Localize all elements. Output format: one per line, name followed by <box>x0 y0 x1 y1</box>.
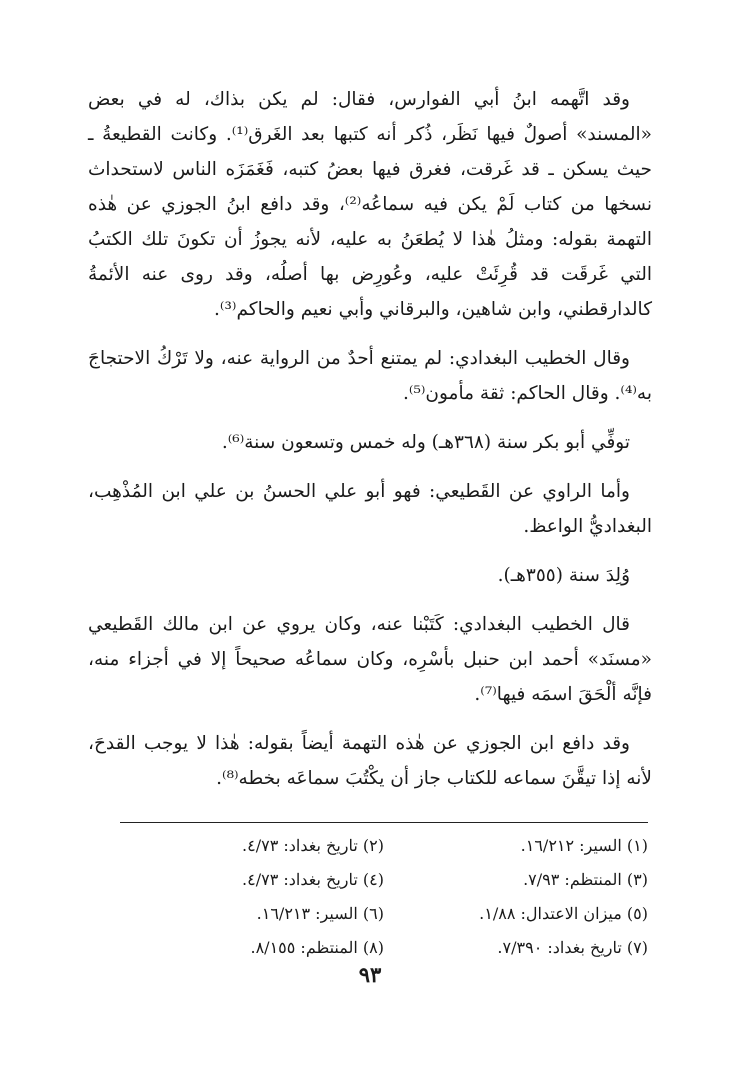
footnote-4: (٤) تاريخ بغداد: ٤/٧٣. <box>242 870 384 889</box>
footnote-3: (٣) المنتظم: ٧/٩٣. <box>523 870 648 889</box>
paragraph-6: قال الخطيب البغدادي: كَتَبْنا عنه، وكان يروي عن ابن مالك القَطيعي «مسنَد» أحمد ابن حنبل بأسْرِه، وكان سماعُه صحيحاً إلا في أجزاء منه، فإنَّه ألْحَقَ اسمَه فيها⁽⁷⁾. <box>88 614 652 705</box>
footnote-row <box>120 897 648 931</box>
footnote-5: (٥) ميزان الاعتدال: ١/٨٨. <box>479 904 648 923</box>
paragraph-4: وأما الراوي عن القَطيعي: فهو أبو علي الحسنُ بن علي ابن المُذْهِب، البغداديُّ الواعظ. <box>88 481 652 537</box>
footnote-1: (١) السير: ١٦/٢١٢. <box>520 836 648 855</box>
paragraph-7: وقد دافع ابن الجوزي عن هٰذه التهمة أيضاً بقوله: هٰذا لا يوجب القدحَ، لأنه إذا تيقَّنَ سماعه للكتاب جاز أن يكْتُبَ سماعَه بخطه⁽⁸⁾. <box>88 733 652 789</box>
paragraph-5: وُلِدَ سنة (٣٥٥هـ). <box>497 565 630 586</box>
paragraph-3: توفِّي أبو بكر سنة (٣٦٨هـ) وله خمس وتسعون سنة⁽⁶⁾. <box>221 432 630 453</box>
footnote-8: (٨) المنتظم: ٨/١٥٥. <box>250 938 384 957</box>
paragraph-2: وقال الخطيب البغدادي: لم يمتنع أحدٌ من الرواية عنه، ولا تَرْكُ الاحتجاجَ به⁽⁴⁾. وقال الحاكم: ثقة مأمون⁽⁵⁾. <box>88 348 652 404</box>
footnote-7: (٧) تاريخ بغداد: ٧/٣٩٠. <box>497 938 648 957</box>
paragraph-1: وقد اتَّهمه ابنُ أبي الفوارس، فقال: لم يكن بذاك، له في بعض «المسند» أصولٌ فيها نَظَر، ذُكر أنه كتبها بعد الغَرق⁽¹⁾. وكانت القطيعةُ ـ حيث يسكن ـ قد غَرقت، فغرق فيها بعضُ كتبه، فَغَمَزَه الناس لاستحداث نسخها من كتاب لَمْ يكن فيه سماعُه⁽²⁾، وقد دافع ابنُ الجوزي عن هٰذه التهمة بقوله: ومثلُ هٰذا لا يُطعَنُ به عليه، لأنه يجوزُ أن تكونَ تلك الكتبُ التي غَرقَت قد قُرِئَتْ عليه، وعُورِض بها أصلُه، وقد روى عنه الأئمةُ كالدارقطني، وابن شاهين، والبرقاني وأبي نعيم والحاكم⁽³⁾. <box>88 89 652 320</box>
page-number: ٩٣ <box>358 962 382 987</box>
footnote-row <box>120 931 648 965</box>
main-text <box>88 82 652 796</box>
footnote-row <box>120 863 648 897</box>
footnotes <box>120 822 648 965</box>
footnote-6: (٦) السير: ١٦/٢١٣. <box>256 904 384 923</box>
footnote-2: (٢) تاريخ بغداد: ٤/٧٣. <box>242 836 384 855</box>
footnote-row <box>120 829 648 863</box>
